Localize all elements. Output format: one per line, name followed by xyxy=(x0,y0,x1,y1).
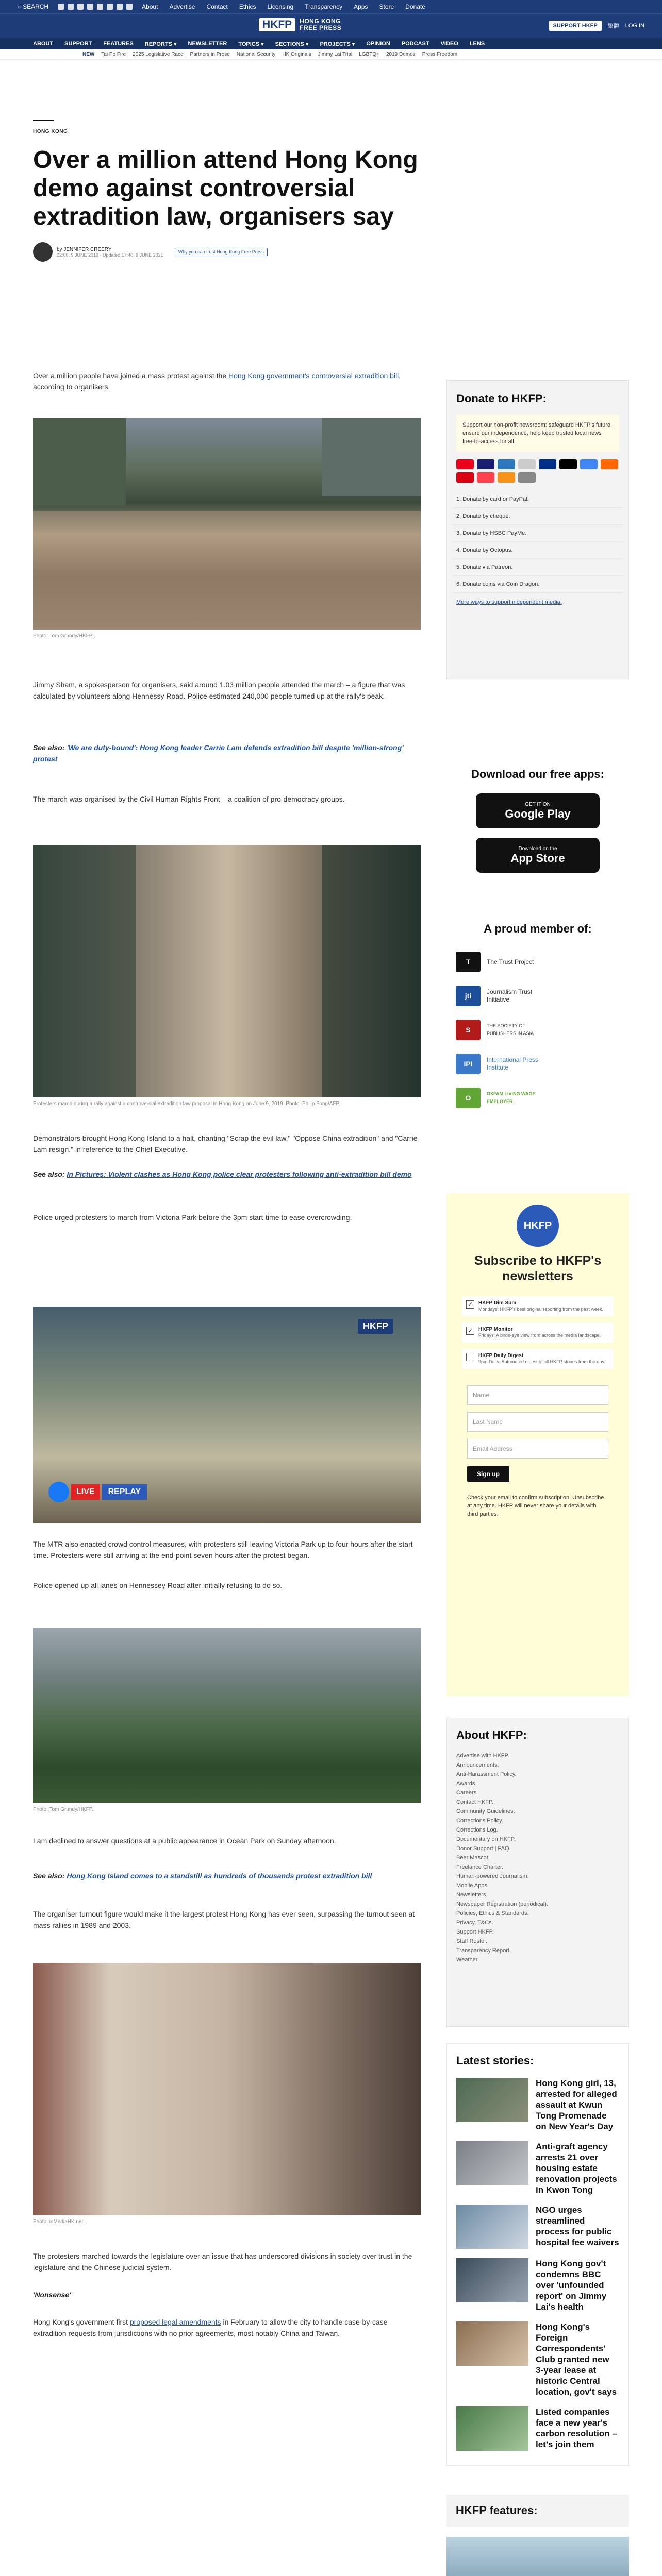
payme-icon xyxy=(456,472,474,483)
logo-mark: HKFP xyxy=(259,18,295,31)
nav-about[interactable]: ABOUT xyxy=(33,41,54,47)
story-title: Hong Kong girl, 13, arrested for alleged assault at Kwun Tong Promenade on New Year's Day xyxy=(536,2078,617,2131)
mastercard-icon xyxy=(456,459,474,469)
about-link[interactable]: Human-powered Journalism. xyxy=(456,1873,529,1879)
top-utility-bar xyxy=(0,0,662,13)
top-link-licensing[interactable]: Licensing xyxy=(267,3,294,10)
about-link[interactable]: Contact HKFP. xyxy=(456,1799,493,1805)
sopa-logo: S xyxy=(456,1020,481,1040)
newsletter-card xyxy=(446,1193,629,1696)
story-thumbnail xyxy=(456,2258,528,2302)
rss-icon[interactable] xyxy=(117,4,123,10)
nav-reports[interactable]: REPORTS ▾ xyxy=(144,41,177,47)
newsletter-title: Subscribe to HKFP's newsletters xyxy=(474,1253,602,1283)
top-link-store[interactable]: Store xyxy=(379,3,394,10)
octopus-icon xyxy=(601,459,618,469)
paypal-icon xyxy=(539,459,556,469)
paragraph: Police urged protesters to march from Victoria Park before the 3pm start-time to ease overcrowding. xyxy=(33,1213,352,1222)
telegram-icon[interactable] xyxy=(107,4,113,10)
logo-line-1: HONG KONG xyxy=(300,18,341,25)
video-logo: HKFP xyxy=(358,1319,393,1334)
top-link-about[interactable]: About xyxy=(142,3,158,10)
nav-newsletter[interactable]: NEWSLETTER xyxy=(188,41,227,47)
patreon-icon xyxy=(477,472,494,483)
latest-story[interactable] xyxy=(456,2321,619,2397)
facebook-icon[interactable] xyxy=(58,4,64,10)
badge-name: App Store xyxy=(510,851,565,865)
about-link[interactable]: Newsletters. xyxy=(456,1892,488,1898)
author-avatar xyxy=(33,242,53,262)
see-also-label: See also: xyxy=(33,1872,67,1880)
paragraph: The organiser turnout figure would make it the largest protest Hong Kong has ever seen, surpassing the turnout seen at mass rallies in 1989 and 2003. xyxy=(33,1910,415,1929)
top-link-contact[interactable]: Contact xyxy=(206,3,228,10)
newsletter-desc: Mondays: HKFP's best original reporting from the past week. xyxy=(478,1307,603,1312)
badge-name: Google Play xyxy=(505,807,571,820)
nav-video[interactable]: VIDEO xyxy=(440,41,458,47)
extradition-bill-link[interactable]: Hong Kong government's controversial extradition bill xyxy=(228,371,399,380)
newsletter-logo: HKFP xyxy=(517,1205,559,1247)
trending-item[interactable]: Partners in Prose xyxy=(190,52,230,57)
features-header xyxy=(446,2495,629,2527)
about-link[interactable]: Weather. xyxy=(456,1957,479,1963)
author-name[interactable]: by JENNIFER CREERY xyxy=(57,246,112,252)
members-section xyxy=(446,922,629,1115)
latest-card xyxy=(446,2043,629,2466)
site-logo[interactable] xyxy=(259,18,341,31)
story-title: Hong Kong gov't condemns BBC over 'unfounded report' on Jimmy Lai's health xyxy=(536,2259,607,2312)
text: Hong Kong's government first xyxy=(33,2318,130,2326)
trust-project-logo: T xyxy=(456,952,481,972)
see-also xyxy=(33,1870,421,1882)
latest-title: Latest stories: xyxy=(456,2054,534,2067)
features-title: HKFP features: xyxy=(456,2504,538,2517)
about-link[interactable]: Careers. xyxy=(456,1790,478,1796)
nav-lens[interactable]: LENS xyxy=(469,41,485,47)
building xyxy=(322,845,421,1097)
protest-photo-4 xyxy=(33,1963,421,2215)
video-player[interactable] xyxy=(33,1307,421,1523)
donate-option[interactable]: 2. Donate by cheque. xyxy=(452,508,623,525)
about-links xyxy=(456,1751,619,1964)
main-nav xyxy=(0,38,662,49)
badge-line: Download on the xyxy=(518,845,557,852)
jti-logo: jti xyxy=(456,986,481,1006)
trending-item[interactable]: Tai Po Fire xyxy=(101,52,126,57)
latest-story[interactable] xyxy=(456,2205,619,2249)
trending-bar xyxy=(0,49,662,60)
see-also-link[interactable]: 'We are duty-bound': Hong Kong leader Carrie Lam defends extradition bill despite 'million-strong' protest xyxy=(33,743,404,763)
about-link[interactable]: Documentary on HKFP. xyxy=(456,1836,516,1842)
spacer xyxy=(446,1375,629,1385)
newsletter-option[interactable] xyxy=(462,1296,614,1316)
newsletter-option[interactable] xyxy=(462,1323,614,1343)
nav-projects[interactable]: PROJECTS ▾ xyxy=(320,41,355,47)
masthead xyxy=(0,13,662,38)
youtube-icon[interactable] xyxy=(87,4,93,10)
aerial-crowd-graphic xyxy=(33,845,421,1097)
story-title: Anti-graft agency arrests 21 over housing estate renovation projects in Kwon Tong xyxy=(536,2142,617,2195)
story-title: NGO urges streamlined process for public hospital fee waivers xyxy=(536,2205,619,2247)
search-label: SEARCH xyxy=(23,3,49,10)
section-rule xyxy=(33,120,54,121)
googlepay-icon xyxy=(580,459,598,469)
name-field[interactable]: Name xyxy=(467,1385,608,1405)
story-thumbnail xyxy=(456,2321,528,2366)
facebook-live-icon xyxy=(48,1482,69,1502)
see-also-label: See also: xyxy=(33,743,67,752)
paragraph: Jimmy Sham, a spokesperson for organisers, said around 1.03 million people attended the march – a figure that was calculated by volunteers along Hennessy Road. Police estimated 240,000 people turned up at the rally's peak. xyxy=(33,681,405,700)
latest-story[interactable] xyxy=(456,2258,619,2312)
feature-image xyxy=(446,2537,629,2576)
visa-icon xyxy=(477,459,494,469)
apps-section xyxy=(446,768,629,873)
member-name: Journalism Trust Initiative xyxy=(487,988,533,1003)
checkbox-icon[interactable] xyxy=(466,1353,474,1361)
about-link[interactable]: Beer Mascot. xyxy=(456,1855,490,1861)
features-card xyxy=(446,2484,629,2576)
member-name: THE SOCIETY OF PUBLISHERS IN ASIA xyxy=(487,1023,534,1036)
top-link-apps[interactable]: Apps xyxy=(354,3,368,10)
photo-caption: Photo: Tom Grundy/HKFP. xyxy=(33,1807,93,1812)
search-link[interactable]: ⌕ SEARCH xyxy=(18,3,49,10)
social-icons xyxy=(58,4,133,10)
donate-option[interactable]: 6. Donate coins via Coin Dragon. xyxy=(452,576,623,593)
byline xyxy=(33,242,456,262)
story-thumbnail xyxy=(456,2078,528,2122)
trending-item[interactable]: National Security xyxy=(236,52,276,57)
member-item[interactable] xyxy=(446,945,629,979)
about-link[interactable]: Staff Roster. xyxy=(456,1938,488,1944)
bank-icon xyxy=(518,472,536,483)
subheading: 'Nonsense' xyxy=(33,2291,71,2299)
donate-title: Donate to HKFP: xyxy=(456,392,547,405)
about-link[interactable]: Advertise with HKFP. xyxy=(456,1753,509,1759)
logo-line-2: FREE PRESS xyxy=(300,24,342,31)
photo-caption: Protesters march during a rally against a controversial extradition law proposal in Hong Kong on June 9, 2019. Photo: Philip Fong/AFP. xyxy=(33,1101,340,1107)
about-link[interactable]: Announcements. xyxy=(456,1762,499,1768)
about-link[interactable]: Mobile Apps. xyxy=(456,1883,489,1889)
paragraph: The protesters marched towards the legislature over an issue that has underscored divisions in society over trust in the legislature and the Chinese judicial system. xyxy=(33,2252,412,2272)
latest-story[interactable] xyxy=(456,2141,619,2195)
paragraph: Lam declined to answer questions at a public appearance in Ocean Park on Sunday afternoon. xyxy=(33,1837,336,1845)
about-link[interactable]: Community Guidelines. xyxy=(456,1808,515,1815)
members-title: A proud member of: xyxy=(484,922,592,935)
newsletter-name: HKFP Monitor xyxy=(478,1327,513,1332)
about-link[interactable]: Freelance Charter. xyxy=(456,1864,504,1870)
language-switch[interactable]: 繁體 xyxy=(607,23,619,29)
see-also-link[interactable]: In Pictures: Violent clashes as Hong Kong police clear protesters following anti-extradition bill demo xyxy=(67,1170,412,1178)
donate-options xyxy=(452,491,623,593)
ipi-logo: IPI xyxy=(456,1054,481,1074)
payment-icons xyxy=(447,459,628,483)
newsletter-option[interactable] xyxy=(462,1349,614,1369)
trending-item[interactable]: 2019 Demos xyxy=(386,52,416,57)
nav-podcast[interactable]: PODCAST xyxy=(401,41,429,47)
protest-photo-1 xyxy=(33,418,421,630)
text: Over a million people have joined a mass protest against the xyxy=(33,371,228,380)
text: in February to allow the city to handle case-by-case extradition requests from jurisdictions with no prior agreements, most notably China and Taiwan. xyxy=(33,2318,388,2337)
story-thumbnail xyxy=(456,2406,528,2451)
nav-features[interactable]: FEATURES xyxy=(103,41,134,47)
donate-option[interactable]: 1. Donate by card or PayPal. xyxy=(452,491,623,508)
building xyxy=(33,845,136,1097)
paragraph: Demonstrators brought Hong Kong Island to a halt, chanting "Scrap the evil law," "Oppose China extradition" and "Carrie Lam resign," in reference to the Chief Executive. xyxy=(33,1134,418,1154)
newsletter-name: HKFP Dim Sum xyxy=(478,1300,517,1306)
article-header xyxy=(33,129,456,262)
trust-button[interactable]: Why you can trust Hong Kong Free Press xyxy=(175,248,268,256)
protest-photo-3 xyxy=(33,1628,421,1803)
newsletter-desc: Fridays: A birds-eye view from across the media landscape. xyxy=(478,1333,601,1338)
masthead-actions xyxy=(549,21,644,31)
logo-text xyxy=(300,18,341,31)
trending-item[interactable]: Press Freedom xyxy=(422,52,458,57)
nav-sections[interactable]: SECTIONS ▾ xyxy=(275,41,309,47)
article-title: Over a million attend Hong Kong demo against controversial extradition law, organisers say xyxy=(33,146,418,230)
about-link[interactable]: Privacy, T&Cs. xyxy=(456,1920,493,1926)
discover-icon xyxy=(518,459,536,469)
donate-option[interactable]: 3. Donate by HSBC PayMe. xyxy=(452,525,623,542)
member-name: OXFAM LIVING WAGE EMPLOYER xyxy=(487,1091,536,1104)
badge-line: GET IT ON xyxy=(525,801,551,807)
bitcoin-icon xyxy=(498,472,515,483)
paragraph xyxy=(33,370,421,393)
see-also xyxy=(33,742,421,765)
top-links xyxy=(142,3,425,10)
about-link[interactable]: Policies, Ethics & Standards. xyxy=(456,1910,529,1917)
about-link[interactable]: Newspaper Registration (periodical). xyxy=(456,1901,548,1907)
paragraph: Police opened up all lanes on Hennessey Road after initially refusing to do so. xyxy=(33,1581,283,1589)
member-item[interactable] xyxy=(446,979,629,1013)
photo-caption: Photo: inMediaHK.net. xyxy=(33,2219,85,2225)
nav-support[interactable]: SUPPORT xyxy=(64,41,92,47)
story-thumbnail xyxy=(456,2141,528,2185)
newsletter-desc: 9pm Daily: Automated digest of all HKFP stories from the day. xyxy=(478,1359,605,1364)
paragraph: The march was organised by the Civil Human Rights Front – a coalition of pro-democracy groups. xyxy=(33,795,345,803)
amex-icon xyxy=(498,459,515,469)
about-link[interactable]: Anti-Harassment Policy. xyxy=(456,1771,517,1777)
top-link-transparency[interactable]: Transparency xyxy=(305,3,343,10)
see-also-label: See also: xyxy=(33,1170,67,1178)
story-title: Listed companies face a new year's carbon resolution – let's join them xyxy=(536,2407,617,2449)
about-title: About HKFP: xyxy=(456,1728,527,1741)
google-play-badge[interactable] xyxy=(476,793,600,828)
replay-button[interactable]: REPLAY xyxy=(102,1484,147,1500)
mail-icon[interactable] xyxy=(126,4,133,10)
checkbox-checked-icon[interactable]: ✓ xyxy=(466,1327,474,1335)
building xyxy=(322,418,421,496)
about-link[interactable]: Corrections Log. xyxy=(456,1827,498,1833)
checkbox-checked-icon[interactable]: ✓ xyxy=(466,1300,474,1309)
last-name-field[interactable]: Last Name xyxy=(467,1412,608,1432)
trending-item[interactable]: HK Originals xyxy=(282,52,311,57)
applepay-icon xyxy=(559,459,577,469)
about-card xyxy=(446,1718,629,2027)
publish-date: 22:00, 9 JUNE 2019 · Updated 17:40, 9 JUNE 2021 xyxy=(57,252,163,258)
newsletter-name: HKFP Daily Digest xyxy=(478,1353,524,1359)
photo-caption: Photo: Tom Grundy/HKFP. xyxy=(33,633,93,639)
latest-story[interactable] xyxy=(456,2406,619,2451)
member-item[interactable] xyxy=(446,1047,629,1081)
member-item[interactable] xyxy=(446,1081,629,1115)
donate-text: Support our non-profit newsroom: safeguard HKFP's future, ensure our independence, help keep trusted local news free-to-access for all: xyxy=(456,415,619,452)
about-link[interactable]: Awards. xyxy=(456,1781,477,1787)
oxfam-logo: O xyxy=(456,1088,481,1108)
top-link-advertise[interactable]: Advertise xyxy=(169,3,195,10)
nav-opinion[interactable]: OPINION xyxy=(366,41,390,47)
nav-topics[interactable]: TOPICS ▾ xyxy=(238,41,264,47)
top-link-donate[interactable]: Donate xyxy=(405,3,425,10)
about-link[interactable]: Corrections Policy. xyxy=(456,1818,503,1824)
live-badge: LIVE xyxy=(71,1484,100,1500)
story-title: Hong Kong's Foreign Correspondents' Club granted new 3-year lease at historic Central location, gov't says xyxy=(536,2322,617,2397)
about-link[interactable]: Support HKFP. xyxy=(456,1929,494,1935)
donate-card xyxy=(446,380,629,679)
feature-item[interactable] xyxy=(446,2537,629,2576)
apps-title: Download our free apps: xyxy=(471,768,604,781)
latest-story[interactable] xyxy=(456,2078,619,2132)
support-button[interactable]: SUPPORT HKFP xyxy=(549,21,602,31)
signup-button[interactable]: Sign up xyxy=(467,1466,509,1482)
trending-label: NEW xyxy=(82,52,95,57)
trending-item[interactable]: Jimmy Lai Trial xyxy=(318,52,353,57)
text: , according to organisers. xyxy=(33,371,401,391)
member-name: International Press Institute xyxy=(487,1056,539,1071)
donate-option[interactable]: 4. Donate by Octopus. xyxy=(452,542,623,559)
crowd-area xyxy=(33,511,421,630)
protest-photo-2 xyxy=(33,845,421,1097)
twitter-icon[interactable] xyxy=(68,4,74,10)
app-store-badge[interactable] xyxy=(476,838,600,873)
legal-amendments-link[interactable]: proposed legal amendments xyxy=(129,2318,221,2326)
see-also xyxy=(33,1168,421,1180)
paragraph: The MTR also enacted crowd control measures, with protesters still leaving Victoria Park up to four hours after the start time. Protesters were still arriving at the end-point seven hours after the protest began. xyxy=(33,1540,413,1560)
crowd-graphic xyxy=(33,418,421,630)
member-name: The Trust Project xyxy=(487,958,534,965)
paragraph xyxy=(33,2316,421,2339)
about-link[interactable]: Donor Support | FAQ. xyxy=(456,1845,511,1852)
newsletter-note: Check your email to confirm subscription. Unsubscribe at any time. HKFP will never share your details with third parties. xyxy=(467,1495,604,1517)
video-controls xyxy=(48,1482,147,1502)
login-link[interactable]: LOG IN xyxy=(625,23,644,29)
top-link-ethics[interactable]: Ethics xyxy=(239,3,256,10)
linkedin-icon[interactable] xyxy=(97,4,103,10)
email-field[interactable]: Email Address xyxy=(467,1439,608,1459)
trending-item[interactable]: LGBTQ+ xyxy=(359,52,379,57)
about-link[interactable]: Transparency Report. xyxy=(456,1947,511,1954)
instagram-icon[interactable] xyxy=(77,4,84,10)
story-thumbnail xyxy=(456,2205,528,2249)
building xyxy=(33,418,126,506)
see-also-link[interactable]: Hong Kong Island comes to a standstill as hundreds of thousands protest extradition bill xyxy=(67,1872,372,1880)
member-item[interactable] xyxy=(446,1013,629,1047)
category-kicker[interactable]: HONG KONG xyxy=(33,129,68,134)
trending-item[interactable]: 2025 Legislative Race xyxy=(133,52,184,57)
donate-option[interactable]: 5. Donate via Patreon. xyxy=(452,559,623,576)
more-ways-link[interactable]: More ways to support independent media. xyxy=(456,599,562,605)
